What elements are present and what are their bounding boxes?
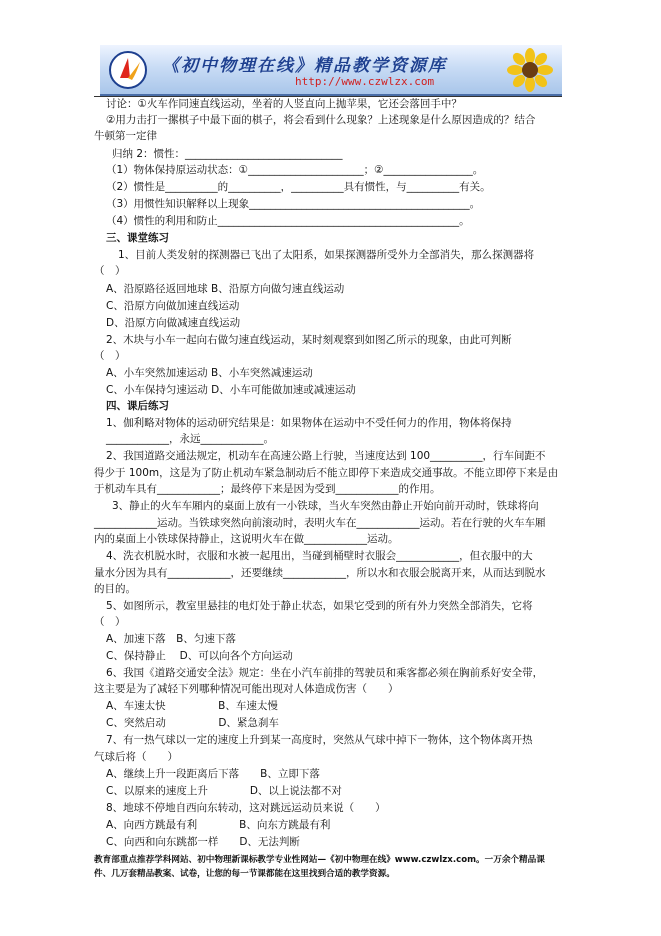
discussion-line-2: ②用力击打一摞棋子中最下面的棋子，将会看到什么现象？上述现象是什么原因造成的？结合 xyxy=(106,114,536,126)
homework-2-line-1: 2、我国道路交通法规定，机动车在高速公路上行驶，当速度达到 100__________，行车间距不 xyxy=(106,450,546,462)
question-2-stem: 2、木块与小车一起向右做匀速直线运动，某时刻观察到如图乙所示的现象，由此可判断 xyxy=(106,334,512,346)
question-2-bracket: （ ） xyxy=(94,350,126,362)
homework-6-line-1: 6、我国《道路交通安全法》规定：坐在小汽车前排的驾驶员和乘客都必须在胸前系好安全带， xyxy=(106,667,544,679)
discussion-line-1: 讨论：①火车作同速直线运动，坐着的人竖直向上抛苹果，它还会落回手中？ xyxy=(106,98,462,110)
homework-5-stem: 5、如图所示，教室里悬挂的电灯处于静止状态，如果它受到的所有外力突然全部消失，它将 xyxy=(106,600,533,612)
homework-3-line-1: 3、静止的火车车厢内的桌面上放有一小铁球，当火车突然由静止开始向前开动时，铁球将向 xyxy=(112,500,539,512)
question-1-option-ab: A、沿原路径返回地球 B、沿原方向做匀速直线运动 xyxy=(106,283,345,295)
homework-2-line-2: 得少于 100m，这是为了防止机动车紧急制动后不能立即停下来造成交通事故。不能立即停下来是由 xyxy=(94,467,559,479)
homework-4-line-1: 4、洗衣机脱水时，衣服和水被一起甩出，当碰到桶壁时衣服会____________，但衣服中的大 xyxy=(106,550,533,562)
section-heading-homework: 四、课后练习 xyxy=(106,400,169,412)
homework-8-option-ab: A、向西方跳最有利 B、向东方跳最有利 xyxy=(106,819,331,831)
question-1-stem: 1、目前人类发射的探测器已飞出了太阳系，如果探测器所受外力全部消失，那么探测器将 xyxy=(118,249,535,261)
homework-5-option-ab: A、加速下落 B、匀速下落 xyxy=(106,633,236,645)
homework-4-line-3: 的目的。 xyxy=(94,583,136,595)
homework-8-option-cd: C、向西和向东跳都一样 D、无法判断 xyxy=(106,836,300,848)
homework-5-bracket: （ ） xyxy=(94,616,126,628)
question-1-bracket: （ ） xyxy=(94,265,126,277)
summary-item-1: （1）物体保持原运动状态：①______________________；②_________________。 xyxy=(106,164,484,176)
homework-3-line-3: 内的桌面上小铁球保持静止，这说明火车在做____________运动。 xyxy=(94,533,399,545)
footer-line-1: 教育部重点推荐学科网站、初中物理新课标教学专业性网站—《初中物理在线》www.czwlzx.com。一万余个精品课 xyxy=(94,855,545,865)
question-1-option-c: C、沿原方向做加速直线运动 xyxy=(106,300,240,312)
sunflower-icon xyxy=(504,47,556,93)
homework-8-stem: 8、地球不停地自西向东转动，这对跳远运动员来说（ ） xyxy=(106,802,386,814)
site-logo-icon xyxy=(106,48,150,92)
homework-2-line-3: 于机动车具有____________；最终停下来是因为受到____________的作用。 xyxy=(94,483,441,495)
homework-7-line-1: 7、有一热气球以一定的速度上升到某一高度时，突然从气球中掉下一物体，这个物体离开热 xyxy=(106,734,533,746)
homework-5-option-cd: C、保持静止 D、可以向各个方向运动 xyxy=(106,650,293,662)
question-1-option-d: D、沿原方向做减速直线运动 xyxy=(106,317,241,329)
summary-item-4: （4）惯性的利用和防止______________________________________________。 xyxy=(106,215,470,227)
footer-line-2: 件、几万套精品教案、试卷，让您的每一节课都能在这里找到合适的教学资源。 xyxy=(94,869,395,879)
discussion-line-3: 牛顿第一定律 xyxy=(94,130,157,142)
homework-6-option-cd: C、突然启动 D、紧急刹车 xyxy=(106,717,279,729)
homework-7-option-ab: A、继续上升一段距离后下落 B、立即下落 xyxy=(106,768,320,780)
site-banner xyxy=(100,45,562,96)
question-2-option-cd: C、小车保持匀速运动 D、小车可能做加速或减速运动 xyxy=(106,384,356,396)
summary-item-3: （3）用惯性知识解释以上现象__________________________________________。 xyxy=(106,198,481,210)
homework-1-line-1: 1、伽利略对物体的运动研究结果是：如果物体在运动中不受任何力的作用，物体将保持 xyxy=(106,417,512,429)
homework-6-option-ab: A、车速太快 B、车速太慢 xyxy=(106,700,278,712)
banner-url[interactable]: http://www.czwlzx.com xyxy=(295,75,435,88)
summary-heading: 归纳 2：惯性：______________________________ xyxy=(112,148,343,160)
homework-7-line-2: 气球后将（ ） xyxy=(94,751,178,763)
question-2-option-ab: A、小车突然加速运动 B、小车突然减速运动 xyxy=(106,367,313,379)
homework-4-line-2: 量水分因为具有____________，还要继续____________，所以水和衣服会脱离开来，从而达到脱水 xyxy=(94,567,546,579)
homework-1-line-2: ____________，永远____________。 xyxy=(106,433,274,445)
banner-title: 《初中物理在线》精品教学资源库 xyxy=(162,56,447,76)
homework-6-line-2: 这主要是为了减轻下列哪种情况可能出现对人体造成伤害（ ） xyxy=(94,683,399,695)
homework-7-option-cd: C、以原来的速度上升 D、以上说法都不对 xyxy=(106,785,342,797)
section-heading-classwork: 三、课堂练习 xyxy=(106,232,169,244)
homework-3-line-2: ____________运动。当铁球突然向前滚动时，表明火车在____________运动。若在行驶的火车车厢 xyxy=(94,517,546,529)
summary-item-2: （2）惯性是__________的__________，__________具有惯性，与__________有关。 xyxy=(106,181,491,193)
